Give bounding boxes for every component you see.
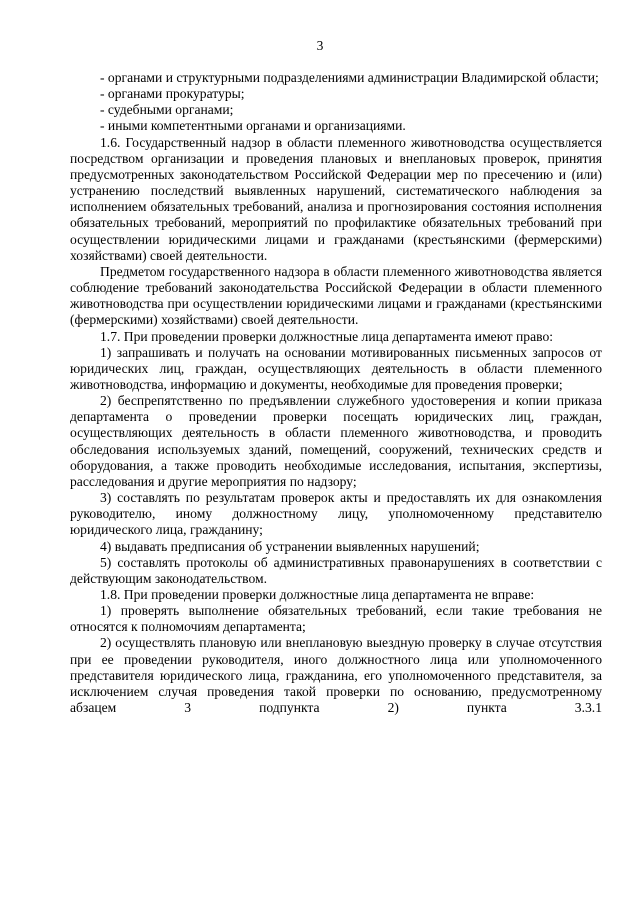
paragraph-list-item: - органами прокуратуры; — [100, 86, 245, 102]
paragraph-right-5: 5) составлять протоколы об административных правонарушениях в соответствии с действующим законодательством. — [70, 554, 602, 586]
paragraph-right-4: 4) выдавать предписания об устранении выявленных нарушений; — [100, 538, 480, 554]
paragraph-list-item: - органами и структурными подразделениями администрации Владимирской области; — [100, 70, 599, 85]
paragraph-right-3: 3) составлять по результатам проверок акты и предоставлять их для ознакомления руководителю, иному должностному лицу, уполномоченному представителю юридического лица, гражданину; — [70, 490, 602, 538]
document-body — [70, 70, 602, 716]
paragraph-right-2: 2) беспрепятственно по предъявлении служебного удостоверения и копии приказа департамента о проведении проверки посещать юридических лиц, граждан, осуществляющих деятельность в области племенного животноводства, и проводить обследования используемых зданий, помещений, сооружений, технических средств и оборудования, а также проводить необходимые исследования, испытания, экспертизы, расследования и другие мероприятия по надзору; — [70, 393, 602, 489]
paragraph-list-item: - иными компетентными органами и организациями. — [100, 118, 406, 134]
paragraph-restriction-2: 2) осуществлять плановую или внеплановую выездную проверку в случае отсутствия при ее проведении руководителя, иного должностного лица или уполномоченного представителя юридического лица, гражданина, его уполномоченного представителя, за исключением случая проведения такой проверки по основанию, предусмотренному абзацем 3 подпункта 2) пункта 3.3.1 — [70, 635, 602, 716]
page-number: 3 — [316, 38, 324, 53]
paragraph-restriction-1: 1) проверять выполнение обязательных требований, если такие требования не относятся к полномочиям департамента; — [70, 603, 602, 635]
paragraph-section-1-6: 1.6. Государственный надзор в области племенного животноводства осуществляется посредством организации и проведения плановых и внеплановых проверок, принятия предусмотренных законодательством Российской Федерации мер по пресечению и (или) устранению последствий выявленных нарушений, систематического наблюдения за исполнением обязательных требований, анализа и прогнозирования состояния исполнения обязательных требований, мероприятий по профилактике обязательных требований при осуществлении юридическими лицами и гражданами (крестьянскими (фермерскими) хозяйствами) своей деятельности. — [70, 134, 602, 263]
paragraph-section-1-7: 1.7. При проведении проверки должностные лица департамента имеют право: — [100, 328, 554, 344]
paragraph-supervision-subject: Предметом государственного надзора в области племенного животноводства является соблюдение требований законодательства Российской Федерации в области племенного животноводства при осуществлении юридическими лицами и гражданами (крестьянскими (фермерскими) хозяйствами) своей деятельности. — [70, 263, 602, 328]
paragraph-right-1: 1) запрашивать и получать на основании мотивированных письменных запросов от юридических лиц, граждан, осуществляющих деятельность в области племенного животноводства, информацию и документы, необходимые для проведения проверки; — [70, 344, 602, 392]
paragraph-list-item: - судебными органами; — [100, 102, 234, 118]
paragraph-section-1-8: 1.8. При проведении проверки должностные лица департамента не вправе: — [100, 587, 535, 602]
